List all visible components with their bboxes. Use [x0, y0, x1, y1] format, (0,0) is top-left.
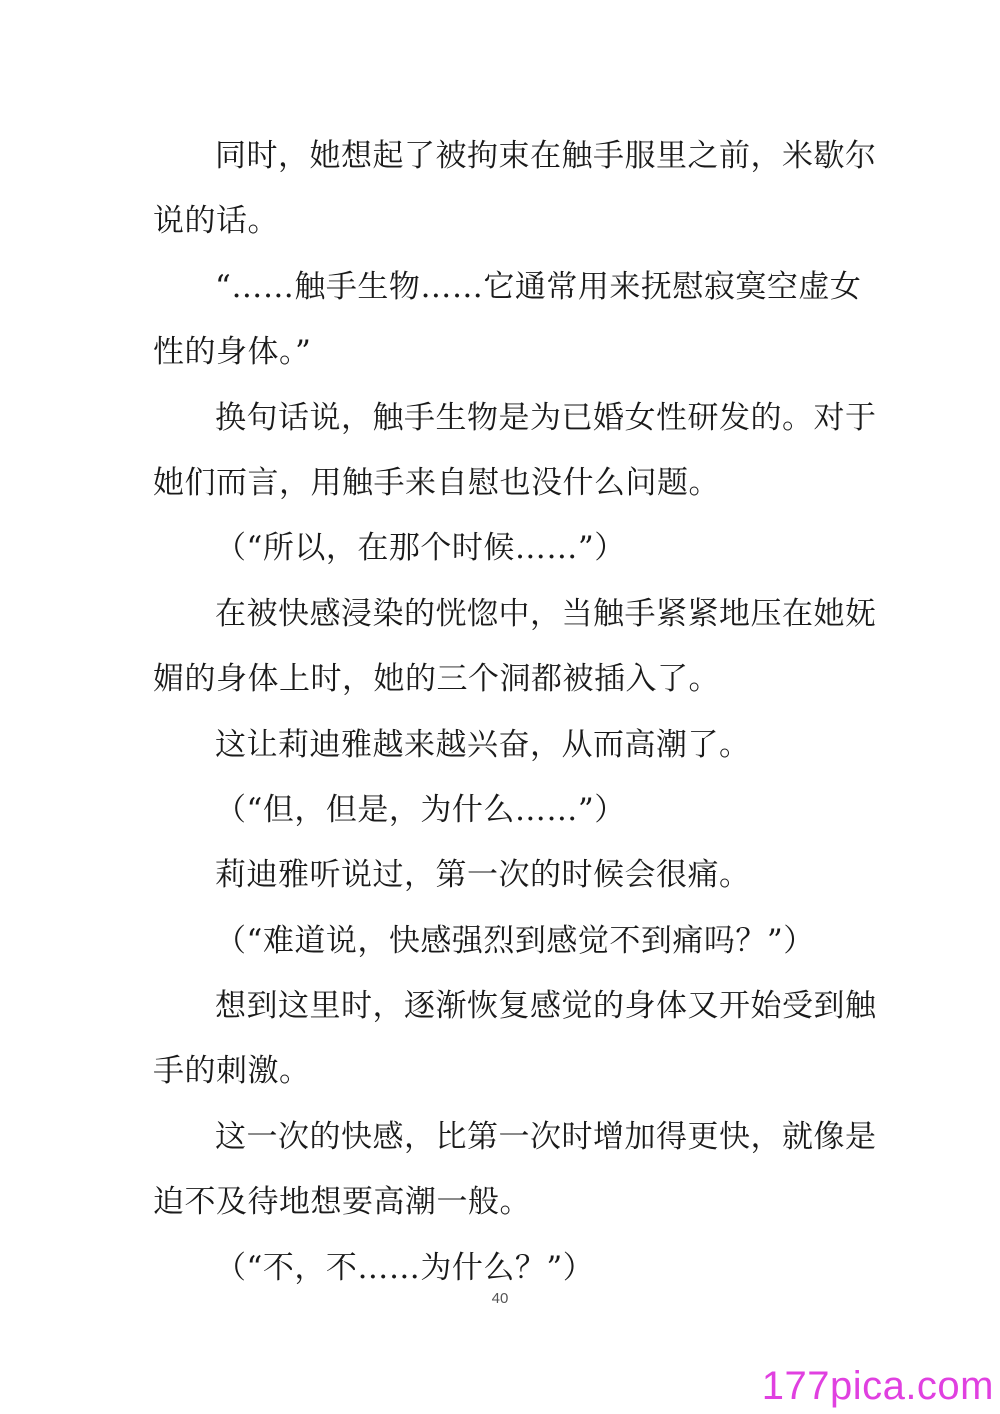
paragraph-line: 说的话。: [153, 203, 279, 240]
paragraph-line: 同时，她想起了被拘束在触手服里之前，米歇尔: [215, 138, 877, 174]
page-number: 40: [491, 1290, 509, 1307]
paragraph-line: （“难道说，快感强烈到感觉不到痛吗？”）: [215, 922, 815, 959]
watermark: 177pica.com: [761, 1364, 994, 1408]
paragraph-line: 迫不及待地想要高潮一般。: [153, 1184, 531, 1221]
paragraph-line: 她们而言，用触手来自慰也没什么问题。: [153, 464, 720, 501]
paragraph-line: 换句话说，触手生物是为已婚女性研发的。对于: [215, 399, 877, 436]
paragraph-line: 媚的身体上时，她的三个洞都被插入了。: [153, 661, 720, 698]
paragraph-line: “……触手生物……它通常用来抚慰寂寞空虚女: [215, 268, 862, 305]
paragraph-line: （“所以，在那个时候……”）: [215, 530, 626, 567]
paragraph-line: 想到这里时，逐渐恢复感觉的身体又开始受到触: [215, 988, 877, 1025]
paragraph-line: 手的刺激。: [153, 1053, 311, 1090]
paragraph-line: 莉迪雅听说过，第一次的时候会很痛。: [215, 857, 751, 894]
paragraph-line: 在被快感浸染的恍惚中，当触手紧紧地压在她妩: [215, 595, 877, 632]
paragraph-line: 性的身体。”: [153, 334, 312, 371]
paragraph-line: （“不，不……为什么？”）: [215, 1249, 595, 1286]
paragraph-line: 这一次的快感，比第一次时增加得更快，就像是: [215, 1118, 877, 1155]
paragraph-line: 这让莉迪雅越来越兴奋，从而高潮了。: [215, 726, 751, 763]
paragraph-line: （“但，但是，为什么……”）: [215, 791, 626, 828]
body-text: [153, 124, 877, 1301]
